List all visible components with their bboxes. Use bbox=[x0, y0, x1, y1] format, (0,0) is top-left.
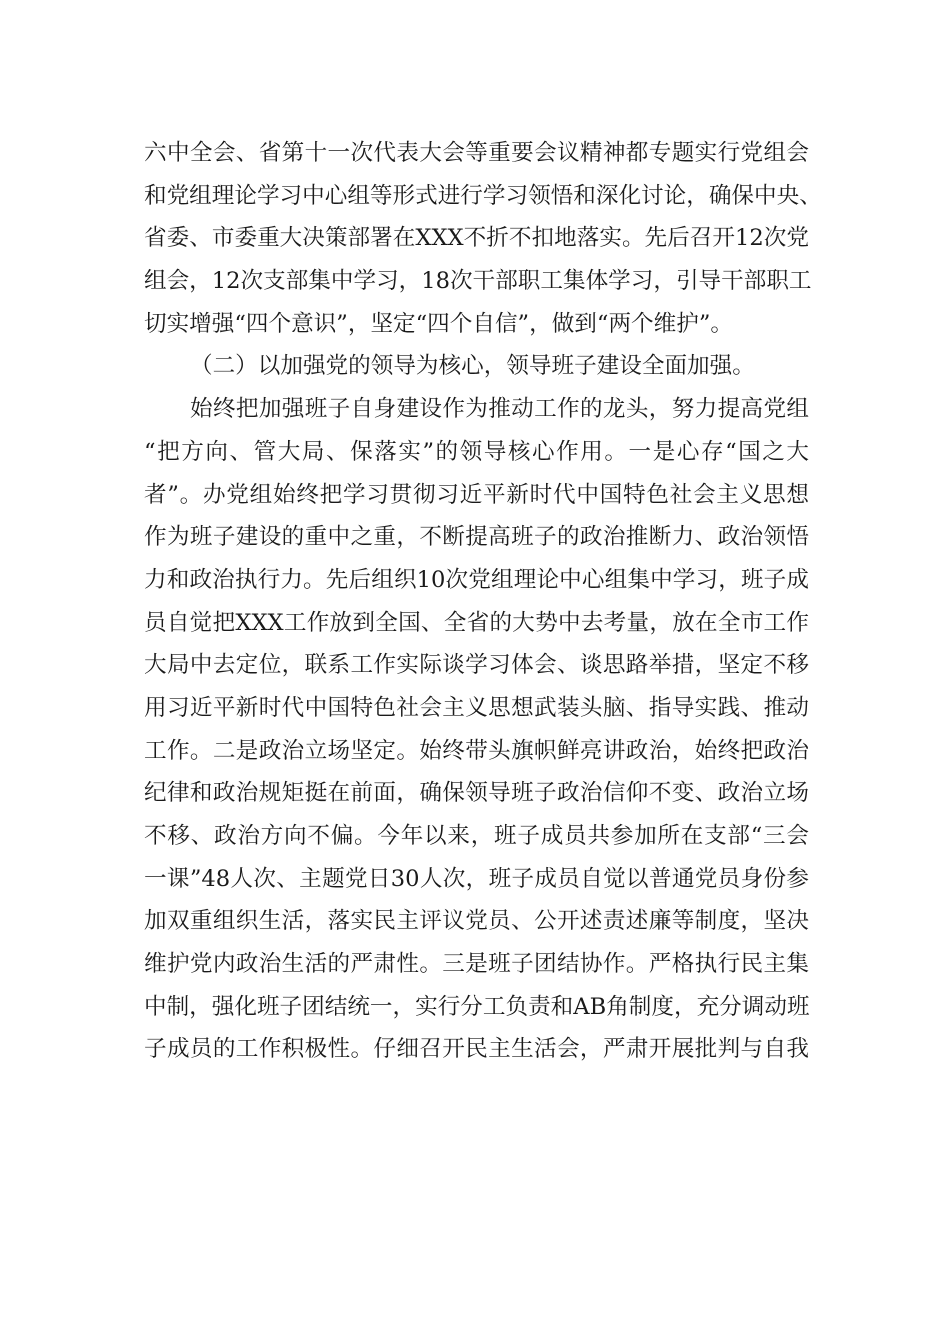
text-line: 用习近平新时代中国特色社会主义思想武装头脑、指导实践、推动 bbox=[144, 694, 809, 721]
text-line: 维护党内政治生活的严肃性。三是班子团结协作。严格执行民主集 bbox=[144, 951, 809, 978]
text-line: 大局中去定位，联系工作实际谈学习体会、谈思路举措，坚定不移 bbox=[144, 652, 809, 679]
text-line: 组会，12次支部集中学习，18次干部职工集体学习，引导干部职工 bbox=[144, 268, 812, 295]
text-line: 子成员的工作积极性。仔细召开民主生活会，严肃开展批判与自我 bbox=[144, 1036, 809, 1063]
text-line: 不移、政治方向不偏。今年以来，班子成员共参加所在支部“三会 bbox=[144, 823, 809, 849]
text-line: 中制，强化班子团结统一，实行分工负责和AB角制度，充分调动班 bbox=[144, 993, 810, 1020]
text-line: 员自觉把XXX工作放到全国、全省的大势中去考量，放在全市工作 bbox=[144, 609, 809, 636]
paragraph-first-line: 始终把加强班子自身建设作为推动工作的龙头，努力提高党组 bbox=[190, 396, 809, 423]
text-line: “把方向、管大局、保落实”的领导核心作用。一是心存“国之大 bbox=[144, 438, 809, 465]
text-line: 加双重组织生活，落实民主评议党员、公开述责述廉等制度，坚决 bbox=[144, 908, 809, 935]
section-heading: （二）以加强党的领导为核心，领导班子建设全面加强。 bbox=[190, 353, 755, 380]
text-line: 切实增强“四个意识”，坚定“四个自信”，做到“两个维护”。 bbox=[144, 310, 733, 337]
text-line: 一课”48人次、主题党日30人次，班子成员自觉以普通党员身份参 bbox=[144, 865, 809, 892]
text-line: 省委、市委重大决策部署在XXX不折不扣地落实。先后召开12次党 bbox=[144, 225, 809, 252]
text-line: 作为班子建设的重中之重，不断提高班子的政治推断力、政治领悟 bbox=[144, 524, 809, 551]
text-line: 纪律和政治规矩挺在前面，确保领导班子政治信仰不变、政治立场 bbox=[144, 780, 809, 807]
text-line: 和党组理论学习中心组等形式进行学习领悟和深化讨论，确保中央、 bbox=[144, 182, 822, 209]
text-line: 者”。办党组始终把学习贯彻习近平新时代中国特色社会主义思想 bbox=[144, 481, 809, 508]
text-line: 六中全会、省第十一次代表大会等重要会议精神都专题实行党组会 bbox=[144, 140, 809, 166]
body-text bbox=[144, 132, 822, 1071]
text-line: 工作。二是政治立场坚定。始终带头旗帜鲜亮讲政治，始终把政治 bbox=[144, 737, 809, 764]
text-line: 力和政治执行力。先后组织10次党组理论中心组集中学习，班子成 bbox=[144, 566, 809, 593]
